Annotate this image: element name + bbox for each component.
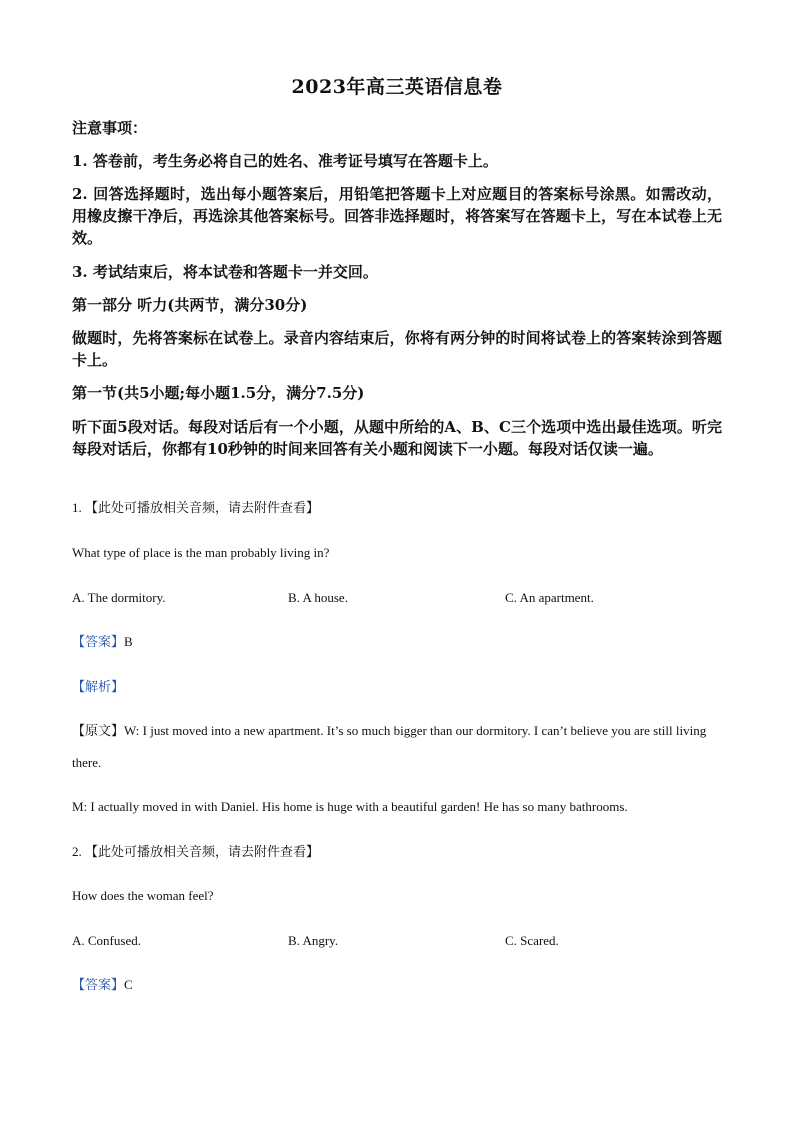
section1-heading: 第一节(共5小题;每小题1.5分，满分7.5分) <box>72 384 365 402</box>
transcript-line-2: M: I actually moved in with Daniel. His home is huge with a beautiful garden! He has so many bathrooms. <box>72 799 628 814</box>
question-1-option-c: C. An apartment. <box>505 590 594 605</box>
answer-value: B <box>124 634 133 649</box>
answer-value: C <box>124 977 133 992</box>
analysis-tag: 【解析】 <box>72 680 125 695</box>
question-2-text: How does the woman feel? <box>72 888 214 903</box>
question-2-option-b: B. Angry. <box>288 933 339 948</box>
question-1-analysis <box>72 671 722 703</box>
question-1-answer <box>72 626 722 658</box>
notice-heading: 注意事项： <box>72 119 148 137</box>
question-number: 1. <box>72 500 82 515</box>
question-1-text: What type of place is the man probably living in? <box>72 545 330 560</box>
transcript-tag: 【原文】 <box>72 724 125 739</box>
answer-tag: 【答案】 <box>72 978 125 993</box>
audio-note-link[interactable]: 【此处可播放相关音频，请去附件查看】 <box>85 845 320 860</box>
question-2-option-a: A. Confused. <box>72 933 141 948</box>
question-1-option-a: A. The dormitory. <box>72 590 166 605</box>
question-2-header <box>72 836 722 868</box>
part1-heading: 第一部分 听力(共两节，满分30分) <box>72 296 308 314</box>
part1-instruction: 做题时，先将答案标在试卷上。录音内容结束后，你将有两分钟的时间将试卷上的答案转涂到答题卡上。 <box>72 329 722 369</box>
question-1-header <box>72 492 722 524</box>
question-1-transcript <box>72 715 722 778</box>
question-1-option-b: B. A house. <box>288 590 348 605</box>
question-2-option-c: C. Scared. <box>505 933 559 948</box>
notice-item-1: 1. 答卷前，考生务必将自己的姓名、准考证号填写在答题卡上。 <box>72 152 498 170</box>
page-title: 2023年高三英语信息卷 <box>291 76 503 98</box>
answer-tag: 【答案】 <box>72 635 125 650</box>
section1-instruction: 听下面5段对话。每段对话后有一个小题，从题中所给的A、B、C三个选项中选出最佳选项。听完每段对话后，你都有10秒钟的时间来回答有关小题和阅读下一小题。每段对话仅读一遍。 <box>72 418 722 458</box>
audio-note-link[interactable]: 【此处可播放相关音频，请去附件查看】 <box>85 501 320 516</box>
question-number: 2. <box>72 844 82 859</box>
question-2-answer <box>72 969 722 1001</box>
notice-item-2: 2. 回答选择题时，选出每小题答案后，用铅笔把答题卡上对应题目的答案标号涂黑。如需改动，用橡皮擦干净后，再选涂其他答案标号。回答非选择题时，将答案写在答题卡上，写在本试卷上无效。 <box>72 185 722 247</box>
notice-item-3: 3. 考试结束后，将本试卷和答题卡一并交回。 <box>72 263 378 281</box>
transcript-line-1: W: I just moved into a new apartment. It’s so much bigger than our dormitory. I can’t believe you are still living there. <box>72 723 707 770</box>
